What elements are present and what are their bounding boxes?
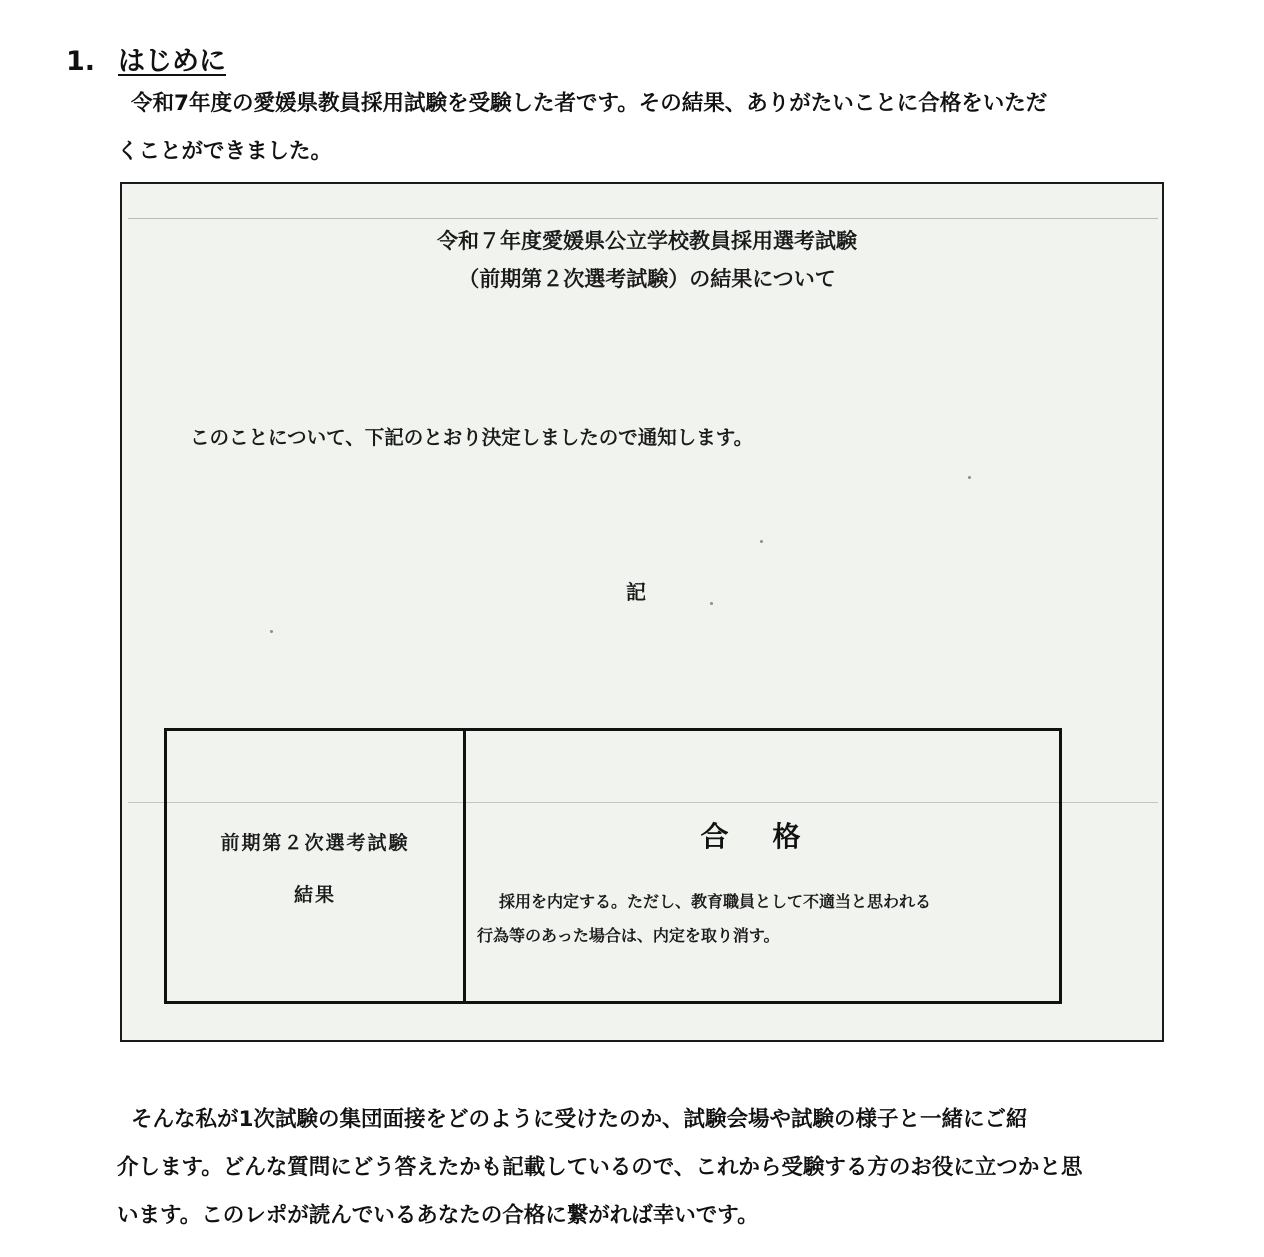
result-table [164,728,1062,1004]
section-title: はじめに [118,46,226,77]
section-number: 1. [66,46,96,77]
result-note-line: 採用を内定する。ただし、教育職員として不適当と思われる [499,892,932,911]
intro-line: くことができました。 [117,139,333,164]
closing-line: います。このレポが読んでいるあなたの合格に繋がれば幸いです。 [117,1203,759,1228]
section-heading [66,42,226,82]
intro-line: 令和7年度の愛媛県教員採用試験を受験した者です。その結果、ありがたいことに合格をいただ [131,91,1048,116]
closing-line: そんな私が1次試験の集団面接をどのように受けたのか、試験会場や試験の様子と一緒にご紹 [131,1107,1028,1132]
result-value: 合格 [700,820,845,853]
notice-title-line: 令和７年度愛媛県公立学校教員採用選考試験 [437,228,857,253]
table-divider [463,731,466,1001]
scanned-notice-image [120,182,1164,1042]
closing-paragraph [117,1096,1177,1240]
result-label-line: 前期第２次選考試験 [220,832,410,854]
notice-body: このことについて、下記のとおり決定しましたので通知します。 [190,426,754,449]
result-label-line: 結果 [293,884,336,906]
intro-paragraph [117,80,1177,176]
result-note [477,885,1047,953]
scan-speck [710,602,713,605]
scan-speck [270,630,273,633]
notice-ki-mark: 記 [626,580,646,604]
result-note-line: 行為等のあった場合は、内定を取り消す。 [477,926,780,945]
notice-title [122,222,1162,298]
scan-fold-line [128,218,1158,219]
closing-line: 介します。どんな質問にどう答えたかも記載しているので、これから受験する方のお役に立つかと思 [117,1155,1083,1180]
result-label-cell [167,817,463,921]
scan-speck [760,540,763,543]
scan-speck [968,476,971,479]
notice-title-line: （前期第２次選考試験）の結果について [458,266,836,291]
